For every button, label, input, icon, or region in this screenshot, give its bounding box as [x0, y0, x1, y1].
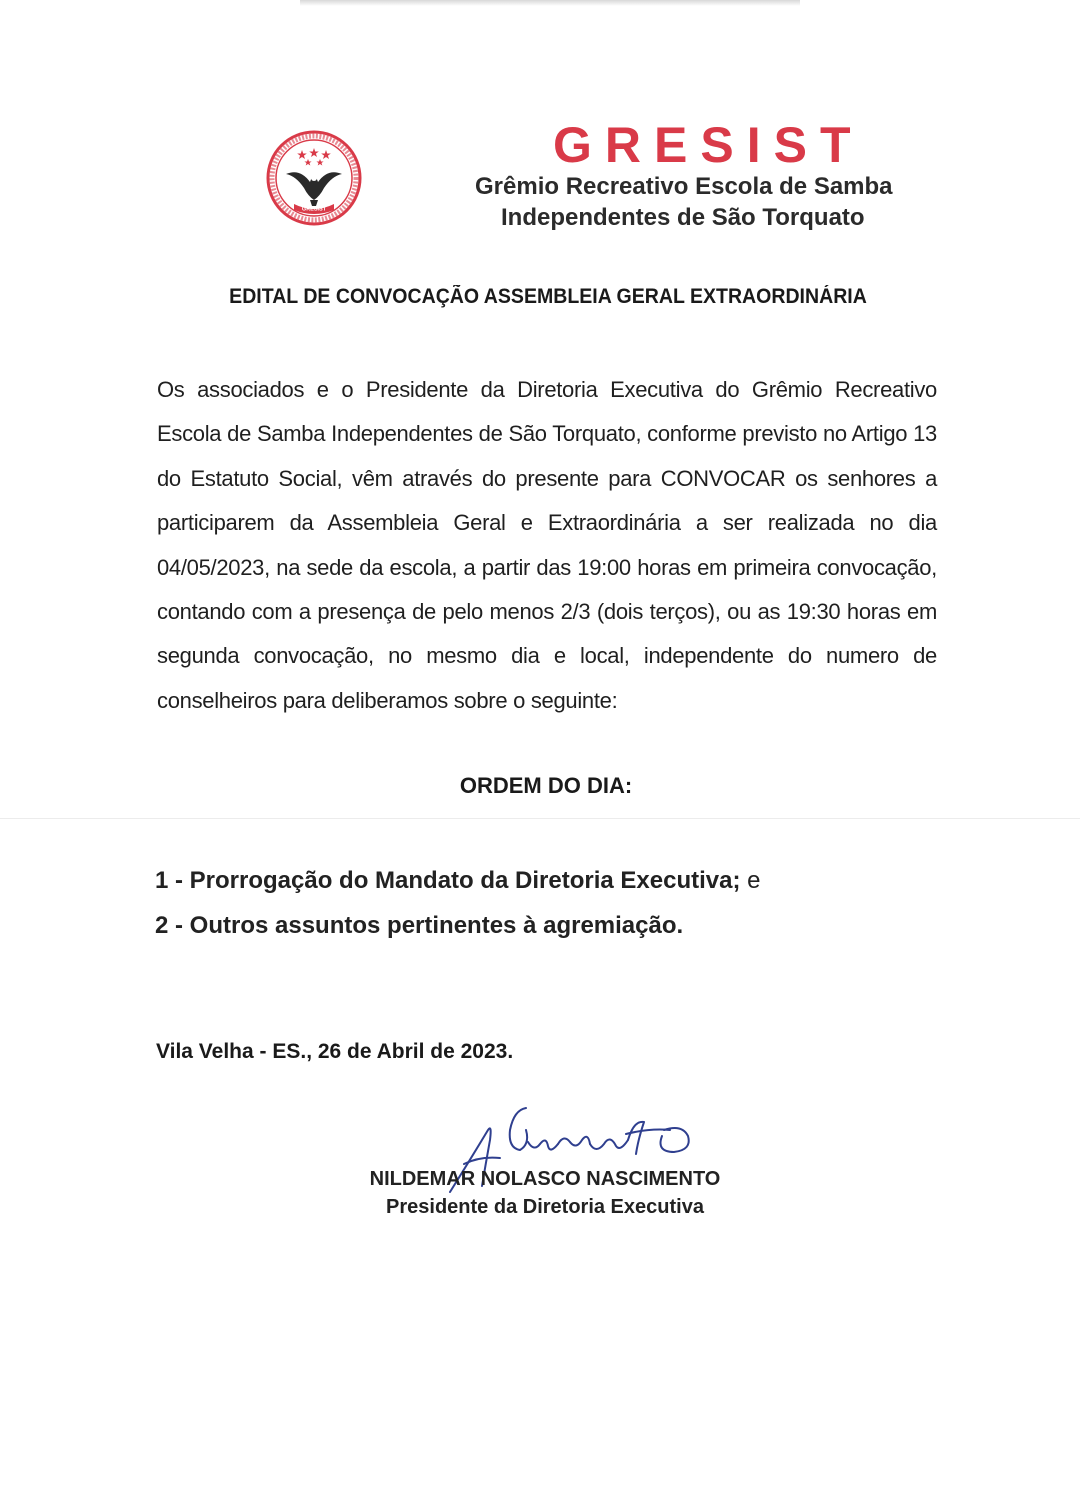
signer-role: Presidente da Diretoria Executiva [386, 1196, 704, 1218]
org-name-line-1: Grêmio Recreativo Escola de Samba [475, 173, 893, 200]
agenda-item [155, 903, 760, 948]
agenda-heading: ORDEM DO DIA: [459, 773, 633, 798]
scan-fold-line [0, 818, 1080, 819]
place-and-date: Vila Velha - ES., 26 de Abril de 2023. [156, 1040, 514, 1063]
scan-shadow [300, 0, 800, 6]
logo-ribbon-text: GRESIST [301, 206, 327, 213]
agenda-list [155, 858, 760, 948]
signer-name: NILDEMAR NOLASCO NASCIMENTO [369, 1168, 721, 1190]
gresist-logo [266, 130, 362, 226]
agenda-item-text: 2 - Outros assuntos pertinentes à agremiação. [155, 912, 684, 939]
convocation-paragraph: Os associados e o Presidente da Diretoria Executiva do Grêmio Recreativo Escola de Samba Independentes de São Torquato, conforme previsto no Artigo 13 do Estatuto Social, vêm através do presente para CONVOCAR os senhores a participarem da Assembleia Geral e Extraordinária a ser realizada no dia 04/05/2023, na sede da escola, a partir das 19:00 horas em primeira convocação, contando com a presença de pelo menos 2/3 (dois terços), ou as 19:30 horas em segunda convocação, no mesmo dia e local, independente do numero de conselheiros para deliberamos sobre o seguinte: [157, 377, 937, 713]
org-name-line-2: Independentes de São Torquato [501, 204, 865, 231]
brand-title: GRESIST [553, 117, 864, 173]
agenda-item-suffix: e [740, 867, 761, 894]
document-title: EDITAL DE CONVOCAÇÃO ASSEMBLEIA GERAL EXTRAORDINÁRIA [229, 285, 867, 308]
agenda-item-text: 1 - Prorrogação do Mandato da Diretoria Executiva; [155, 867, 741, 894]
agenda-item [155, 858, 760, 903]
